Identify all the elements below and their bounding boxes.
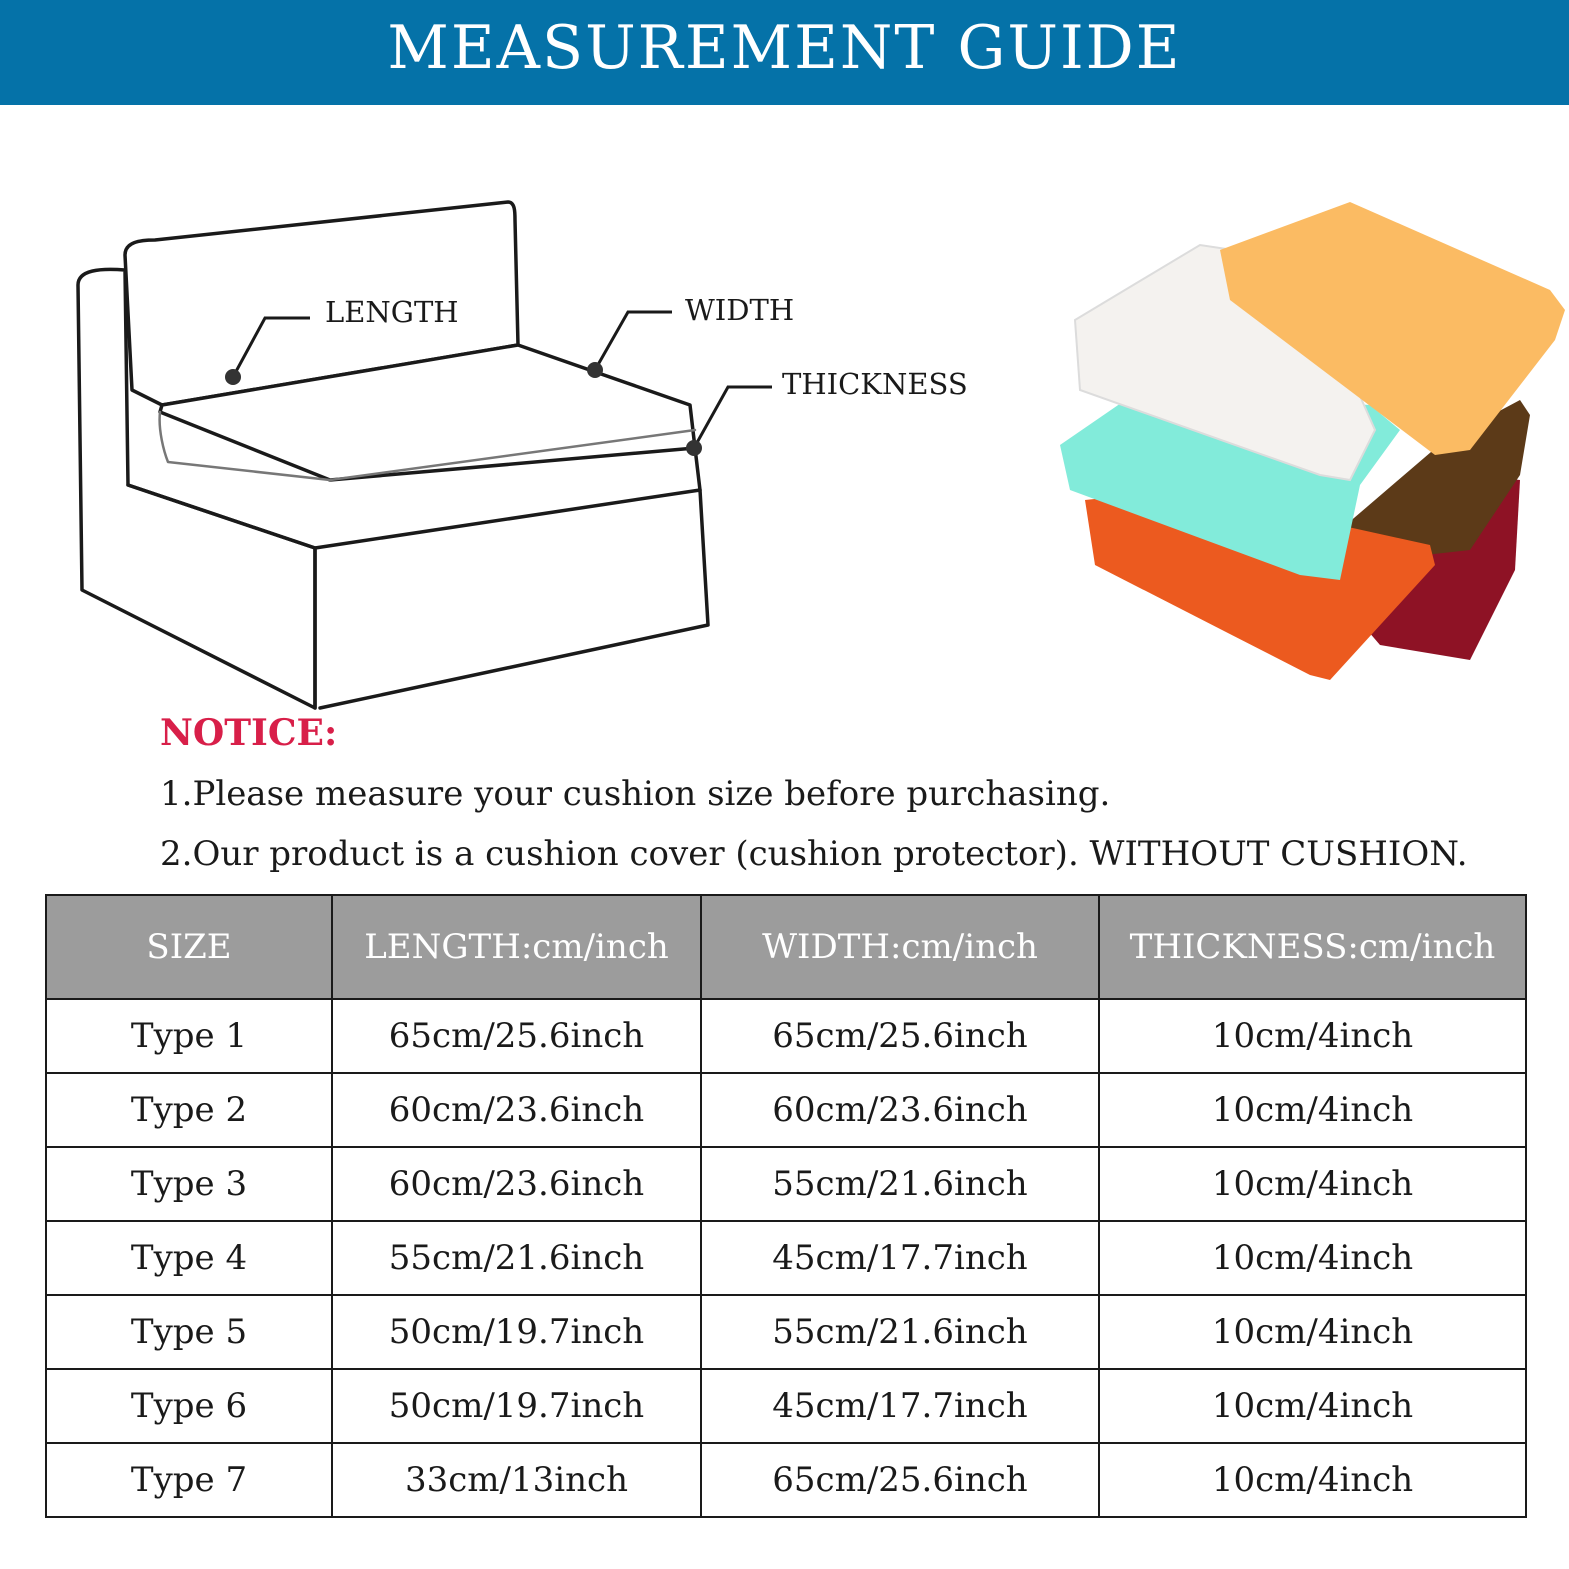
- length-cell: 55cm/21.6inch: [332, 1221, 701, 1295]
- length-cell: 50cm/19.7inch: [332, 1295, 701, 1369]
- thickness-cell: 10cm/4inch: [1099, 1073, 1526, 1147]
- cushion-stack-image: [1050, 190, 1569, 690]
- table-header-row: [46, 895, 1526, 999]
- table-row: [46, 999, 1526, 1073]
- notice-line-2: 2.Our product is a cushion cover (cushion protector). WITHOUT CUSHION.: [160, 834, 1468, 874]
- thickness-cell: 10cm/4inch: [1099, 1147, 1526, 1221]
- chair-arm: [78, 269, 315, 708]
- width-cell: 45cm/17.7inch: [701, 1221, 1099, 1295]
- length-cell: 60cm/23.6inch: [332, 1073, 701, 1147]
- table-row: [46, 1295, 1526, 1369]
- chair-measurement-diagram: [60, 190, 1020, 720]
- width-cell: 45cm/17.7inch: [701, 1369, 1099, 1443]
- thickness-annotation: [686, 367, 968, 456]
- size-cell: Type 2: [46, 1073, 332, 1147]
- length-cell: 50cm/19.7inch: [332, 1369, 701, 1443]
- size-cell: Type 3: [46, 1147, 332, 1221]
- width-cell: 55cm/21.6inch: [701, 1147, 1099, 1221]
- notice-title: NOTICE:: [160, 712, 338, 754]
- size-table: [45, 894, 1527, 1518]
- thickness-cell: 10cm/4inch: [1099, 999, 1526, 1073]
- table-row: [46, 1221, 1526, 1295]
- width-annotation: [587, 293, 794, 378]
- size-cell: Type 5: [46, 1295, 332, 1369]
- table-row: [46, 1443, 1526, 1517]
- size-cell: Type 7: [46, 1443, 332, 1517]
- length-cell: 60cm/23.6inch: [332, 1147, 701, 1221]
- width-cell: 60cm/23.6inch: [701, 1073, 1099, 1147]
- size-cell: Type 4: [46, 1221, 332, 1295]
- size-cell: Type 1: [46, 999, 332, 1073]
- header-size: SIZE: [46, 895, 332, 999]
- thickness-cell: 10cm/4inch: [1099, 1369, 1526, 1443]
- size-cell: Type 6: [46, 1369, 332, 1443]
- width-cell: 55cm/21.6inch: [701, 1295, 1099, 1369]
- length-cell: 33cm/13inch: [332, 1443, 701, 1517]
- width-cell: 65cm/25.6inch: [701, 999, 1099, 1073]
- header-width: WIDTH:cm/inch: [701, 895, 1099, 999]
- page-title: MEASUREMENT GUIDE: [0, 0, 1569, 105]
- chair-base: [128, 485, 708, 708]
- notice-line-1: 1.Please measure your cushion size before purchasing.: [160, 774, 1111, 814]
- thickness-cell: 10cm/4inch: [1099, 1443, 1526, 1517]
- width-label: WIDTH: [685, 293, 795, 327]
- thickness-label: THICKNESS: [782, 367, 968, 401]
- table-row: [46, 1073, 1526, 1147]
- header-length: LENGTH:cm/inch: [332, 895, 701, 999]
- table-row: [46, 1369, 1526, 1443]
- header-thickness: THICKNESS:cm/inch: [1099, 895, 1526, 999]
- length-label: LENGTH: [325, 295, 459, 329]
- width-cell: 65cm/25.6inch: [701, 1443, 1099, 1517]
- thickness-cell: 10cm/4inch: [1099, 1295, 1526, 1369]
- thickness-cell: 10cm/4inch: [1099, 1221, 1526, 1295]
- table-row: [46, 1147, 1526, 1221]
- length-cell: 65cm/25.6inch: [332, 999, 701, 1073]
